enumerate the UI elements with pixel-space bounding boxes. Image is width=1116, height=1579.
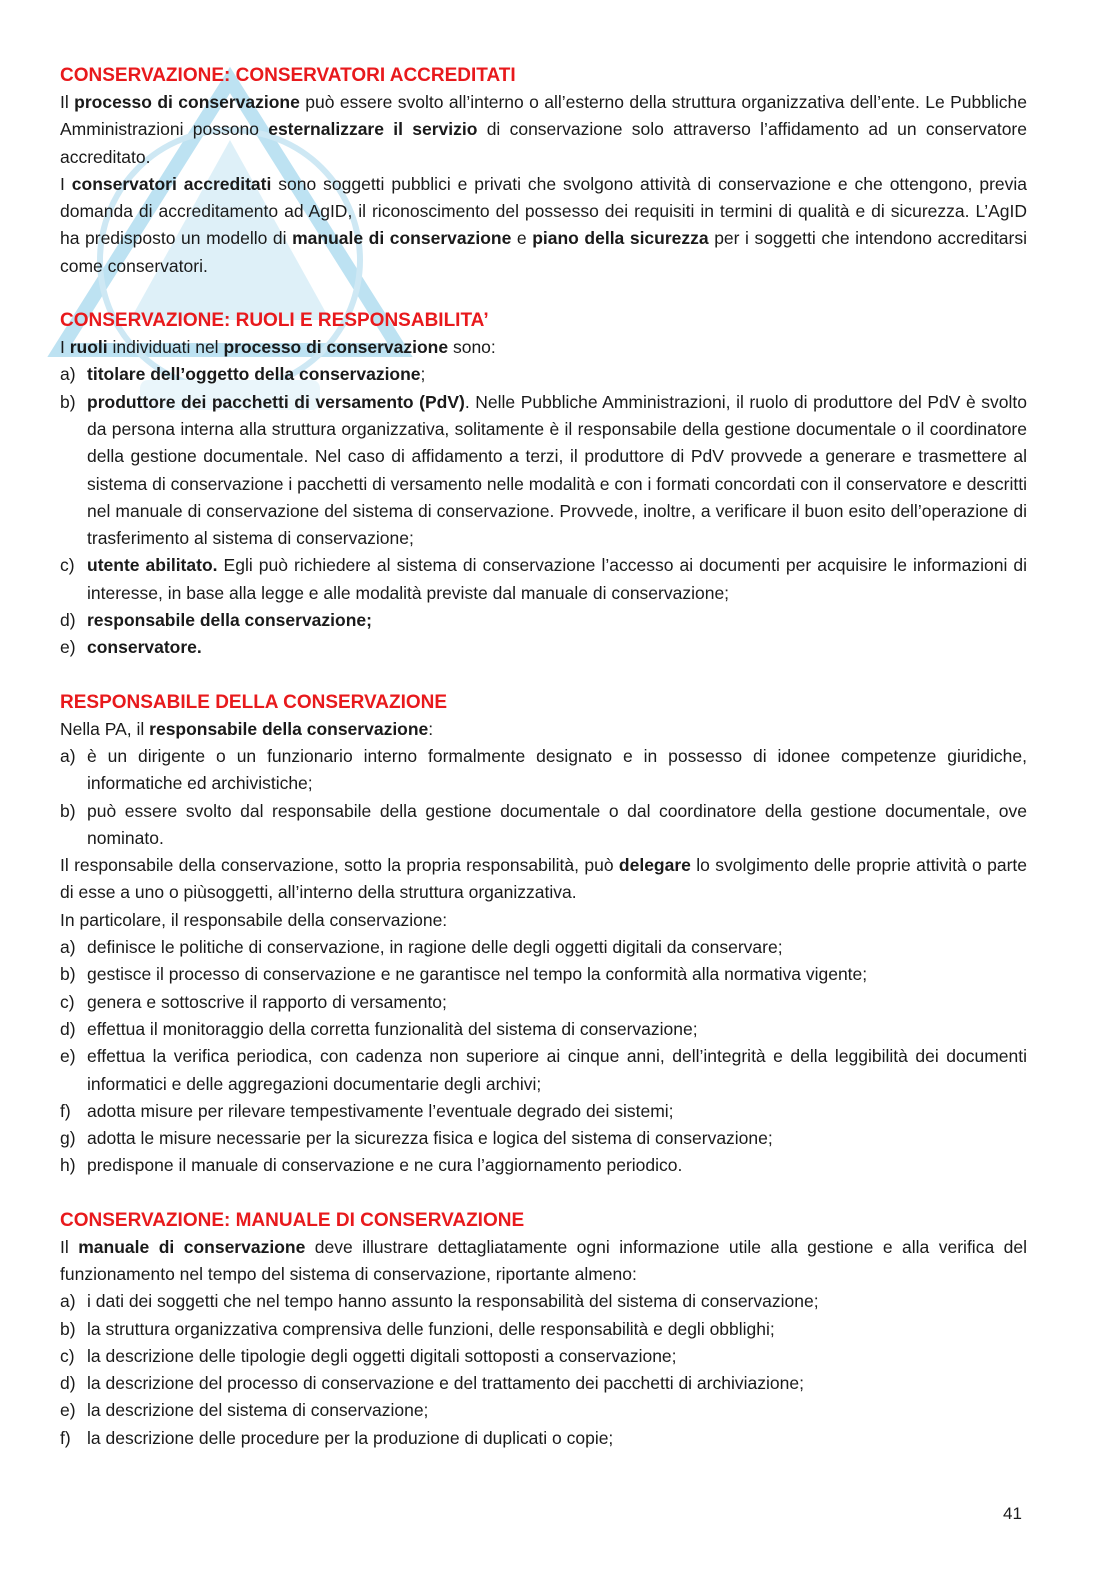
section-title-responsabile: RESPONSABILE DELLA CONSERVAZIONE [60, 691, 448, 713]
document-page [60, 62, 1027, 1452]
list-item: b) può essere svolto dal responsabile della gestione documentale o dal coordinatore della gestione documentale, ove nominato. [60, 800, 1027, 848]
list-item: a) i dati dei soggetti che nel tempo hanno assunto la responsabilità del sistema di conservazione; [60, 1291, 819, 1312]
list-item: b) gestisce il processo di conservazione e ne garantisce nel tempo la conformità alla normativa vigente; [60, 964, 868, 985]
list-item: b) la struttura organizzativa comprensiva delle funzioni, delle responsabilità e degli obblighi; [60, 1318, 775, 1339]
list-item: c) utente abilitato. Egli può richiedere al sistema di conservazione l’accesso ai documenti per acquisire le informazioni di interesse, in base alla legge e alle modalità previste dal manuale di conservazione; [60, 555, 1028, 603]
manuale-list [60, 1288, 1027, 1452]
duties-list [60, 934, 1027, 1180]
list-item: d) responsabile della conservazione; [60, 610, 372, 631]
paragraph: Il processo di conservazione può essere svolto all’interno o all’esterno della struttura organizzativa dell’ente. Le Pubbliche Amministrazioni possono esternalizzare il servizio di conservazione solo attraverso l’affidamento ad un conservatore accreditato. [60, 92, 1027, 167]
list-item: e) conservatore. [60, 637, 202, 658]
list-item: a) è un dirigente o un funzionario interno formalmente designato e in possesso di idonee competenze giuridiche, informatiche ed archivistiche; [60, 745, 1027, 794]
roles-list [60, 361, 1027, 661]
list-item: b) produttore dei pacchetti di versamento (PdV). Nelle Pubbliche Amministrazioni, il ruolo di produttore del PdV è svolto da persona interna alla struttura organizzativa, solitamente è il responsabile della gestione documentale o il coordinatore della gestione documentale. Nel caso di affidamento a terzi, il produttore di PdV provvede a generare e trasmettere al sistema di conservazione i pacchetti di versamento nelle modalità e con i formati concordati con il conservatore e descritti nel manuale di conservazione del sistema di conservazione. Provvede, inoltre, a verificare il buon esito dell’operazione di trasferimento al sistema di conservazione; [60, 391, 1027, 549]
list-item: c) la descrizione delle tipologie degli oggetti digitali sottoposti a conservazione; [60, 1345, 677, 1366]
paragraph: I ruoli individuati nel processo di conservazione sono: [60, 337, 496, 358]
list-item: d) effettua il monitoraggio della corretta funzionalità del sistema di conservazione; [60, 1018, 698, 1039]
paragraph: In particolare, il responsabile della conservazione: [60, 909, 448, 930]
paragraph: Nella PA, il responsabile della conservazione: [60, 718, 434, 739]
paragraph: I conservatori accreditati sono soggetti pubblici e privati che svolgono attività di conservazione e che ottengono, previa domanda di accreditamento ad AgID, il riconoscimento del possesso dei requisiti in termini di qualità e di sicurezza. L’AgID ha predisposto un modello di manuale di conservazione e piano della sicurezza per i soggetti che intendono accreditarsi come conservatori. [60, 173, 1028, 276]
list-item: d) la descrizione del processo di conservazione e del trattamento dei pacchetti di archiviazione; [60, 1373, 804, 1394]
list-item: c) genera e sottoscrive il rapporto di versamento; [60, 991, 447, 1012]
list-item: h) predispone il manuale di conservazione e ne cura l’aggiornamento periodico. [60, 1155, 683, 1176]
section-title-ruoli: CONSERVAZIONE: RUOLI E RESPONSABILITA’ [60, 310, 489, 332]
responsabile-list [60, 743, 1027, 852]
page-number: 41 [1003, 1504, 1022, 1523]
list-item: f) adotta misure per rilevare tempestivamente l’eventuale degrado dei sistemi; [60, 1100, 674, 1121]
list-item: g) adotta le misure necessarie per la sicurezza fisica e logica del sistema di conservazione; [60, 1128, 773, 1149]
list-item: a) titolare dell’oggetto della conservazione; [60, 364, 426, 385]
list-item: e) la descrizione del sistema di conservazione; [60, 1400, 429, 1421]
list-item: e) effettua la verifica periodica, con cadenza non superiore ai cinque anni, dell’integrità e della leggibilità dei documenti informatici e delle aggregazioni documentarie degli archivi; [60, 1046, 1027, 1094]
section-title-conservatori: CONSERVAZIONE: CONSERVATORI ACCREDITATI [60, 65, 516, 86]
paragraph: Il manuale di conservazione deve illustrare dettagliatamente ogni informazione utile alla gestione e alla verifica del funzionamento nel tempo del sistema di conservazione, riportante almeno: [60, 1236, 1027, 1284]
paragraph: Il responsabile della conservazione, sotto la propria responsabilità, può delegare lo svolgimento delle proprie attività o parte di esse a uno o piùsoggetti, all’interno della struttura organizzativa. [60, 855, 1027, 903]
list-item: f) la descrizione delle procedure per la produzione di duplicati o copie; [60, 1427, 614, 1448]
section-title-manuale: CONSERVAZIONE: MANUALE DI CONSERVAZIONE [60, 1209, 525, 1231]
list-item: a) definisce le politiche di conservazione, in ragione delle degli oggetti digitali da conservare; [60, 937, 783, 958]
